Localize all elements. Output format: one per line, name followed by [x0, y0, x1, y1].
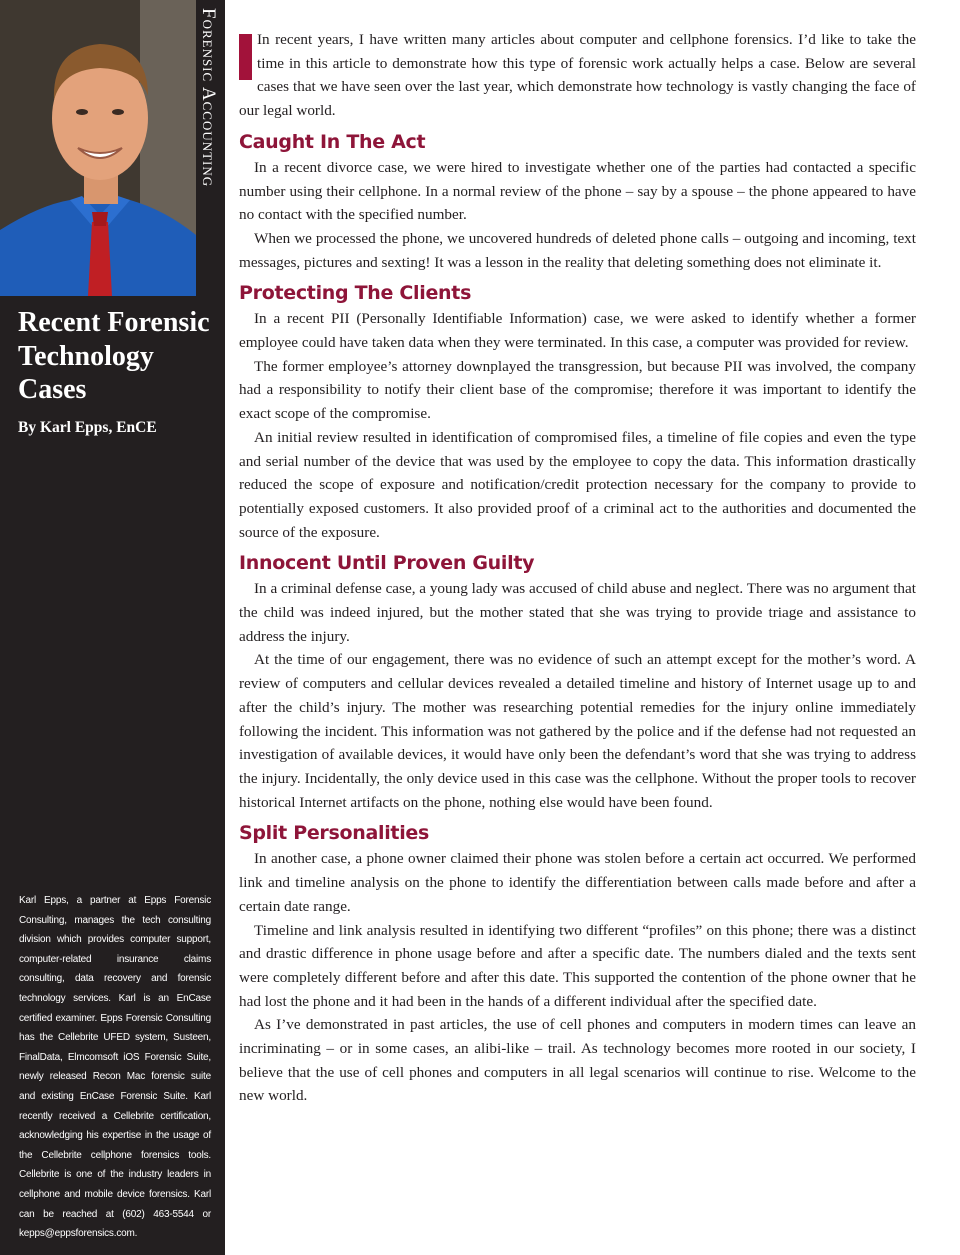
section-label-vertical — [196, 0, 225, 296]
drop-cap — [239, 34, 252, 80]
author-photo — [0, 0, 196, 296]
paragraph: In a recent PII (Personally Identifiable Information) case, we were asked to identify whether a former employee could have taken data when they were terminated. In this case, a computer was provided for review. — [239, 310, 916, 352]
paragraph: Timeline and link analysis resulted in identifying two different “profiles” on this phone; there was a distinct and drastic difference in phone usage before and after a specific date. The numbers dialed and the texts sent were completely different before and after this date. This supported the contention of the phone owner that he had lost the phone and it had been in the hands of a different individual after the specified date. — [239, 921, 916, 1010]
paragraph: When we processed the phone, we uncovered hundreds of deleted phone calls – outgoing and incoming, text messages, pictures and sexting! It was a lesson in the reality that deleting something does not eliminate it. — [239, 229, 916, 271]
paragraph: In another case, a phone owner claimed their phone was stolen before a certain act occurred. We performed link and timeline analysis on the phone to identify the differentiation between calls made before and after a certain date range. — [239, 850, 916, 915]
section-heading: Split Personalities — [239, 822, 430, 845]
author-bio: Karl Epps, a partner at Epps Forensic Consulting, manages the tech consulting division which provides computer support, computer-related insurance claims consulting, data recovery and forensic technology services. Karl is an EnCase certified examiner. Epps Forensic Consulting has the Cellebrite UFED system, Susteen, FinalData, Elmcomsoft iOS Forensic Suite, newly released Recon Mac forensic suite and existing EnCase Forensic Suite. Karl recently received a Cellebrite certification, acknowledging his expertise in the usage of the Cellebrite cellphone forensics tools. Cellebrite is one of the industry leaders in cellphone and mobile device forensics. Karl can be reached at (602) 463-5544 or kepps@eppsforensics.com. — [19, 895, 211, 1240]
article-body — [239, 28, 916, 1108]
section-heading: Protecting The Clients — [239, 282, 472, 305]
paragraph: An initial review resulted in identification of compromised files, a timeline of file copies and even the type and serial number of the device that was used by the employee to copy the data. This information drastically reduced the scope of exposure and notification/credit protection necessary for the company to provide to potentially exposed customers. It also provided proof of a criminal act to the authorities and documented the source of the exposure. — [239, 428, 916, 541]
section-heading: Caught In The Act — [239, 130, 426, 153]
section-heading: Innocent Until Proven Guilty — [239, 552, 535, 575]
intro-paragraph: In recent years, I have written many articles about computer and cellphone forensics. I’d like to take the time in this article to demonstrate how this type of forensic work actually helps a case. Below are several cases that we have seen over the last year, which demonstrate how technology is vastly changing the face of our legal world. — [239, 31, 916, 120]
byline: By Karl Epps, EnCE — [18, 418, 157, 436]
paragraph: In a criminal defense case, a young lady was accused of child abuse and neglect. There was no argument that the child was indeed injured, but the mother stated that she was trying to provide triage and assistance to address the injury. — [239, 580, 916, 645]
paragraph: As I’ve demonstrated in past articles, the use of cell phones and computers in modern times can leave an incriminating – or in some cases, an alibi-like – trail. As technology becomes more rooted in our society, I believe that the use of cell phones and computers in all legal scenarios will continue to rise. Welcome to the new world. — [239, 1016, 916, 1105]
paragraph: At the time of our engagement, there was no evidence of such an attempt except for the mother’s word. A review of computers and cellular devices revealed a detailed timeline and history of Internet usage up to and after the child’s injury. The mother was researching potential remedies for the injury online immediately following the incident. This information was not gathered by the police and if the defense had not requested an investigation of available devices, it would have only been the defendant’s word that she was trying to address the injury. Incidentally, the only device used in this case was the cellphone. Without the proper tools to recover historical Internet artifacts on the phone, nothing else would have been found. — [239, 651, 916, 811]
paragraph: In a recent divorce case, we were hired to investigate whether one of the parties had contacted a specific number using their cellphone. In a normal review of the phone – say by a spouse – the phone appeared to have no contact with the specified number. — [239, 158, 916, 224]
author-portrait-illustration — [0, 0, 196, 296]
section-label: Forensic Accounting — [197, 8, 219, 188]
paragraph: The former employee’s attorney downplayed the transgression, but because PII was involved, the company had a responsibility to notify their client base of the compromise; therefore it was important to identify the exact scope of the compromise. — [239, 357, 916, 423]
article-title: Recent Forensic Technology Cases — [18, 307, 210, 405]
sidebar — [0, 0, 225, 1255]
title-block — [18, 306, 218, 437]
